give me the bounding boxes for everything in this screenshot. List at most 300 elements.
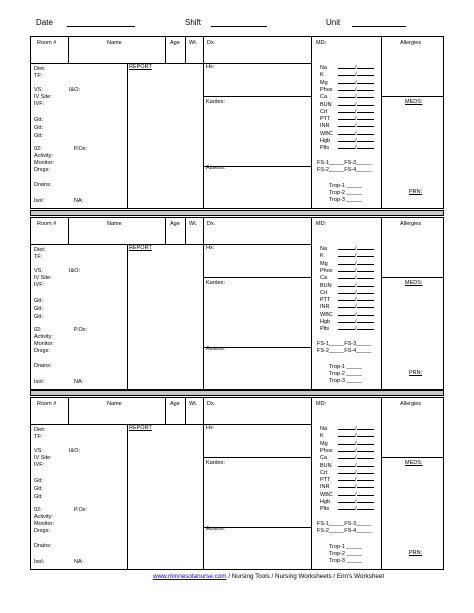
lab-value-line[interactable]	[338, 273, 355, 279]
md-col-divider	[311, 218, 312, 389]
name-divider	[165, 398, 166, 424]
drains-label: Drains:	[34, 182, 52, 188]
io-label: I&O:	[69, 87, 81, 93]
lab-value-line[interactable]	[338, 302, 355, 308]
allergy-line	[381, 277, 443, 278]
lab-slash: /	[355, 145, 357, 152]
isol-label: Isol:	[34, 198, 45, 204]
lab-value-line[interactable]	[357, 324, 374, 330]
lab-slash: /	[355, 267, 357, 274]
lab-value-line[interactable]	[338, 92, 355, 98]
na-label: NA:	[74, 559, 84, 565]
gtt-label: Gtt:	[34, 486, 43, 492]
report-label: REPORT	[129, 425, 152, 431]
patient-block	[30, 397, 444, 570]
mid-col-divider	[203, 398, 204, 569]
lab-value-line[interactable]	[357, 439, 374, 445]
na-label: NA:	[74, 379, 84, 385]
lab-value-line[interactable]	[357, 490, 374, 496]
dx-label: Dx.	[207, 401, 216, 407]
gtt-label: Gtt:	[34, 314, 43, 320]
iv-site-label: IV Site:	[34, 94, 52, 100]
left-col-divider	[127, 63, 128, 208]
lab-name: K	[320, 72, 324, 79]
lab-name: Crt	[320, 108, 328, 115]
lab-name: BUN	[320, 462, 332, 469]
lab-name: Phos	[320, 86, 333, 93]
hx-label: Hx:	[206, 64, 215, 70]
mid-col-divider	[203, 37, 204, 208]
pox-label: P.Ox:	[74, 146, 88, 152]
lab-slash: /	[355, 426, 357, 432]
lab-value-line[interactable]	[357, 468, 374, 474]
trop-row: Trop-2 _____	[329, 190, 362, 197]
lab-value-line[interactable]	[338, 100, 355, 106]
lab-value-line[interactable]	[357, 114, 374, 120]
lab-name: Ca	[320, 275, 328, 282]
lab-slash: /	[355, 455, 357, 462]
lab-name: Plts	[320, 326, 330, 333]
header-row-line	[31, 424, 205, 425]
wt-label: Wt.	[189, 40, 198, 46]
lab-value-line[interactable]	[357, 92, 374, 98]
drains-label: Drains:	[34, 363, 52, 369]
o2-label: 02:	[34, 146, 42, 152]
lab-value-line[interactable]	[338, 453, 355, 459]
pox-label: P.Ox:	[74, 327, 88, 333]
lab-slash: /	[355, 101, 357, 108]
dx-row-line	[205, 63, 311, 64]
header-row-line	[31, 244, 205, 245]
lab-row[interactable]	[320, 324, 374, 333]
lab-value-line[interactable]	[338, 324, 355, 330]
shift-field[interactable]	[185, 18, 267, 27]
room-label: Room #	[37, 221, 57, 227]
lab-value-line[interactable]	[338, 136, 355, 142]
lab-value-line[interactable]	[338, 78, 355, 84]
shift-input-line[interactable]	[211, 18, 267, 27]
lab-value-line[interactable]	[338, 85, 355, 91]
lab-name: BUN	[320, 101, 332, 108]
lab-value-line[interactable]	[338, 129, 355, 135]
allergies-label: Allergies	[400, 221, 422, 227]
kardex-line	[203, 457, 311, 458]
diet-label: Diet:	[34, 66, 46, 72]
lab-slash: /	[355, 304, 357, 311]
lab-value-line[interactable]	[338, 259, 355, 265]
kardex-label: Kardex:	[206, 280, 225, 286]
ivf-label: IVF:	[34, 282, 45, 288]
lab-slash: /	[355, 246, 357, 252]
hx-label: Hx:	[206, 425, 215, 431]
lab-value-line[interactable]	[357, 266, 374, 272]
name-divider	[165, 37, 166, 63]
lab-name: WBC	[320, 311, 333, 318]
lab-value-line[interactable]	[357, 295, 374, 301]
lab-value-line[interactable]	[357, 431, 374, 437]
age-label: Age	[170, 401, 180, 407]
md-col-divider	[311, 37, 312, 208]
lab-name: Mg	[320, 79, 328, 86]
lab-name: Crt	[320, 469, 328, 476]
lab-value-line[interactable]	[357, 143, 374, 149]
lab-slash: /	[355, 297, 357, 304]
lab-value-line[interactable]	[357, 129, 374, 135]
lab-slash: /	[355, 86, 357, 93]
allergy-col-divider	[381, 218, 382, 389]
md-label: MD:	[316, 221, 327, 227]
o2-label: 02:	[34, 507, 42, 513]
lab-name: Hgb	[320, 499, 331, 505]
trop-row: Trop-3 _____	[329, 558, 362, 565]
lab-slash: /	[355, 491, 357, 498]
trop-row: Trop-2 _____	[329, 551, 362, 558]
room-divider	[68, 218, 69, 244]
lab-slash: /	[355, 79, 357, 86]
lab-slash: /	[355, 311, 357, 318]
lab-slash: /	[355, 94, 357, 101]
assess-label: Assess:	[206, 346, 226, 352]
lab-slash: /	[355, 130, 357, 137]
kardex-label: Kardex:	[206, 460, 225, 466]
lab-name: WBC	[320, 130, 333, 137]
lab-row[interactable]	[320, 143, 374, 152]
fs-row-1: FS-1_____FS-3_____	[317, 341, 372, 347]
lab-slash: /	[355, 433, 357, 440]
drsgs-label: Drsgs:	[34, 528, 50, 534]
block-separator	[30, 210, 444, 216]
block-separator	[30, 390, 444, 396]
lab-value-line[interactable]	[338, 288, 355, 294]
patient-block	[30, 36, 444, 209]
lab-name: Ca	[320, 455, 328, 462]
lab-value-line[interactable]	[357, 424, 374, 430]
vs-label: VS:	[34, 448, 43, 454]
lab-name: Na	[320, 65, 328, 71]
iv-site-label: IV Site:	[34, 275, 52, 281]
report-label: REPORT	[129, 245, 152, 251]
activity-label: Activity:	[34, 334, 53, 340]
allergies-label: Allergies	[400, 401, 422, 407]
lab-value-line[interactable]	[357, 482, 374, 488]
lab-slash: /	[355, 499, 357, 505]
lab-value-line[interactable]	[357, 70, 374, 76]
lab-value-line[interactable]	[338, 482, 355, 488]
allergy-col-divider	[381, 37, 382, 208]
lab-value-line[interactable]	[357, 63, 374, 69]
shift-label: Shift	[185, 18, 202, 27]
drsgs-label: Drsgs:	[34, 348, 50, 354]
lab-value-line[interactable]	[338, 490, 355, 496]
fs-row-1: FS-1_____FS-3_____	[317, 521, 372, 527]
lab-value-line[interactable]	[338, 475, 355, 481]
kardex-label: Kardex:	[206, 99, 225, 105]
lab-name: Crt	[320, 289, 328, 296]
lab-value-line[interactable]	[338, 70, 355, 76]
monitor-label: Monitor:	[34, 521, 54, 527]
lab-name: Mg	[320, 440, 328, 447]
unit-label: Unit	[326, 18, 341, 27]
tf-label: TF:	[34, 434, 43, 440]
lab-value-line[interactable]	[338, 424, 355, 430]
lab-value-line[interactable]	[338, 143, 355, 149]
allergy-line	[381, 96, 443, 97]
age-divider	[185, 37, 186, 63]
vs-label: VS:	[34, 87, 43, 93]
lab-value-line[interactable]	[338, 244, 355, 250]
age-divider	[185, 218, 186, 244]
room-label: Room #	[37, 401, 57, 407]
lab-value-line[interactable]	[338, 497, 355, 503]
lab-name: Plts	[320, 145, 330, 152]
lab-slash: /	[355, 477, 357, 484]
lab-slash: /	[355, 260, 357, 267]
md-label: MD:	[316, 401, 327, 407]
lab-slash: /	[355, 462, 357, 469]
footer-link[interactable]: www.minnesotanurse.com	[153, 573, 227, 580]
lab-value-line[interactable]	[357, 461, 374, 467]
lab-value-line[interactable]	[338, 281, 355, 287]
lab-name: PTT	[320, 116, 331, 123]
lab-value-line[interactable]	[338, 251, 355, 257]
age-divider	[185, 398, 186, 424]
gtt-label: Gtt:	[34, 306, 43, 312]
age-label: Age	[170, 40, 180, 46]
lab-name: K	[320, 433, 324, 440]
header-row-line	[31, 63, 205, 64]
kardex-line	[203, 96, 311, 97]
lab-value-line[interactable]	[357, 273, 374, 279]
md-col-divider	[311, 398, 312, 569]
dx-row-line	[205, 244, 311, 245]
allergies-label: Allergies	[400, 40, 422, 46]
footer	[153, 573, 384, 580]
fs-row-1: FS-1_____FS-3_____	[317, 160, 372, 166]
gtt-label: Gtt:	[34, 298, 43, 304]
lab-slash: /	[355, 253, 357, 260]
lab-value-line[interactable]	[338, 121, 355, 127]
lab-slash: /	[355, 319, 357, 325]
o2-label: 02:	[34, 327, 42, 333]
ivf-label: IVF:	[34, 101, 45, 107]
footer-trail: / Nursing Tools / Nursing Worksheets / Erin's Worksheet	[226, 573, 385, 580]
gtt-label: Gtt:	[34, 494, 43, 500]
lab-name: Mg	[320, 260, 328, 267]
lab-name: Hgb	[320, 319, 331, 325]
isol-label: Isol:	[34, 379, 45, 385]
name-label: Name	[107, 40, 122, 46]
md-label: MD:	[316, 40, 327, 46]
hx-label: Hx:	[206, 245, 215, 251]
dx-label: Dx.	[207, 221, 216, 227]
wt-label: Wt.	[189, 401, 198, 407]
lab-value-line[interactable]	[357, 244, 374, 250]
lab-value-line[interactable]	[357, 446, 374, 452]
trop-row: Trop-1 _____	[329, 544, 362, 550]
diet-label: Diet:	[34, 247, 46, 253]
lab-slash: /	[355, 108, 357, 115]
allergy-line	[381, 457, 443, 458]
tf-label: TF:	[34, 254, 43, 260]
lab-name: Plts	[320, 506, 330, 513]
lab-value-line[interactable]	[357, 302, 374, 308]
trop-row: Trop-2 _____	[329, 371, 362, 378]
prn-label: PRN:	[409, 370, 423, 376]
wt-label: Wt.	[189, 221, 198, 227]
lab-slash: /	[355, 275, 357, 282]
lab-value-line[interactable]	[357, 317, 374, 323]
prn-label: PRN:	[409, 189, 423, 195]
lab-name: Phos	[320, 447, 333, 454]
unit-input-line[interactable]	[352, 18, 406, 27]
lab-value-line[interactable]	[357, 288, 374, 294]
lab-row[interactable]	[320, 504, 374, 513]
lab-name: BUN	[320, 282, 332, 289]
lab-slash: /	[355, 326, 357, 333]
lab-value-line[interactable]	[357, 136, 374, 142]
name-divider	[165, 218, 166, 244]
report-label: REPORT	[129, 64, 152, 70]
lab-value-line[interactable]	[357, 453, 374, 459]
ivf-label: IVF:	[34, 462, 45, 468]
lab-value-line[interactable]	[338, 468, 355, 474]
unit-field[interactable]	[326, 18, 406, 27]
lab-name: Ca	[320, 94, 328, 101]
lab-name: Na	[320, 246, 328, 252]
activity-label: Activity:	[34, 514, 53, 520]
lab-value-line[interactable]	[338, 310, 355, 316]
pox-label: P.Ox:	[74, 507, 88, 513]
meds-label: MEDS:	[405, 280, 423, 286]
date-input-line[interactable]	[67, 18, 135, 27]
lab-name: PTT	[320, 297, 331, 304]
dx-row-line	[205, 424, 311, 425]
left-col-divider	[127, 244, 128, 389]
lab-name: Phos	[320, 267, 333, 274]
lab-slash: /	[355, 65, 357, 71]
isol-label: Isol:	[34, 559, 45, 565]
assess-label: Assess:	[206, 165, 226, 171]
room-label: Room #	[37, 40, 57, 46]
lab-value-line[interactable]	[357, 100, 374, 106]
lab-value-line[interactable]	[338, 461, 355, 467]
name-label: Name	[107, 401, 122, 407]
meds-label: MEDS:	[405, 99, 423, 105]
gtt-label: Gtt:	[34, 133, 43, 139]
mid-col-divider	[203, 218, 204, 389]
prn-label: PRN:	[409, 550, 423, 556]
kardex-line	[203, 277, 311, 278]
drsgs-label: Drsgs:	[34, 167, 50, 173]
age-label: Age	[170, 221, 180, 227]
activity-label: Activity:	[34, 153, 53, 159]
io-label: I&O:	[69, 268, 81, 274]
lab-value-line[interactable]	[357, 310, 374, 316]
lab-value-line[interactable]	[338, 504, 355, 510]
io-label: I&O:	[69, 448, 81, 454]
lab-value-line[interactable]	[357, 504, 374, 510]
name-label: Name	[107, 221, 122, 227]
lab-value-line[interactable]	[338, 446, 355, 452]
lab-value-line[interactable]	[357, 251, 374, 257]
lab-value-line[interactable]	[357, 475, 374, 481]
lab-slash: /	[355, 72, 357, 79]
meds-label: MEDS:	[405, 460, 423, 466]
lab-value-line[interactable]	[338, 266, 355, 272]
lab-value-line[interactable]	[357, 281, 374, 287]
lab-slash: /	[355, 289, 357, 296]
room-divider	[68, 398, 69, 424]
lab-name: WBC	[320, 491, 333, 498]
lab-value-line[interactable]	[357, 78, 374, 84]
lab-name: INR	[320, 123, 330, 130]
lab-slash: /	[355, 484, 357, 491]
lab-slash: /	[355, 282, 357, 289]
trop-row: Trop-3 _____	[329, 378, 362, 385]
iv-site-label: IV Site:	[34, 455, 52, 461]
lab-value-line[interactable]	[338, 431, 355, 437]
lab-value-line[interactable]	[357, 107, 374, 113]
lab-slash: /	[355, 123, 357, 130]
drains-label: Drains:	[34, 543, 52, 549]
fs-row-2: FS-2_____FS-4_____	[317, 528, 372, 534]
lab-value-line[interactable]	[338, 114, 355, 120]
lab-name: INR	[320, 304, 330, 311]
lab-name: INR	[320, 484, 330, 491]
lab-name: Na	[320, 426, 328, 432]
lab-value-line[interactable]	[338, 439, 355, 445]
lab-slash: /	[355, 440, 357, 447]
lab-slash: /	[355, 469, 357, 476]
lab-slash: /	[355, 447, 357, 454]
lab-name: PTT	[320, 477, 331, 484]
lab-value-line[interactable]	[338, 63, 355, 69]
patient-block	[30, 217, 444, 390]
diet-label: Diet:	[34, 427, 46, 433]
lab-slash: /	[355, 138, 357, 144]
na-label: NA:	[74, 198, 84, 204]
lab-name: K	[320, 253, 324, 260]
lab-value-line[interactable]	[338, 317, 355, 323]
trop-row: Trop-1 _____	[329, 364, 362, 370]
assess-label: Assess:	[206, 526, 226, 532]
gtt-label: Gtt:	[34, 117, 43, 123]
tf-label: TF:	[34, 73, 43, 79]
monitor-label: Monitor:	[34, 160, 54, 166]
room-divider	[68, 37, 69, 63]
lab-value-line[interactable]	[357, 259, 374, 265]
date-field[interactable]	[36, 18, 135, 27]
lab-name: Hgb	[320, 138, 331, 144]
lab-value-line[interactable]	[357, 85, 374, 91]
gtt-label: Gtt:	[34, 478, 43, 484]
allergy-col-divider	[381, 398, 382, 569]
lab-value-line[interactable]	[338, 295, 355, 301]
gtt-label: Gtt:	[34, 125, 43, 131]
fs-row-2: FS-2_____FS-4_____	[317, 167, 372, 173]
fs-row-2: FS-2_____FS-4_____	[317, 348, 372, 354]
monitor-label: Monitor:	[34, 341, 54, 347]
date-label: Date	[36, 18, 53, 27]
lab-value-line[interactable]	[357, 497, 374, 503]
lab-slash: /	[355, 116, 357, 123]
trop-row: Trop-1 _____	[329, 183, 362, 189]
lab-value-line[interactable]	[338, 107, 355, 113]
trop-row: Trop-3 _____	[329, 197, 362, 204]
vs-label: VS:	[34, 268, 43, 274]
lab-value-line[interactable]	[357, 121, 374, 127]
left-col-divider	[127, 424, 128, 569]
